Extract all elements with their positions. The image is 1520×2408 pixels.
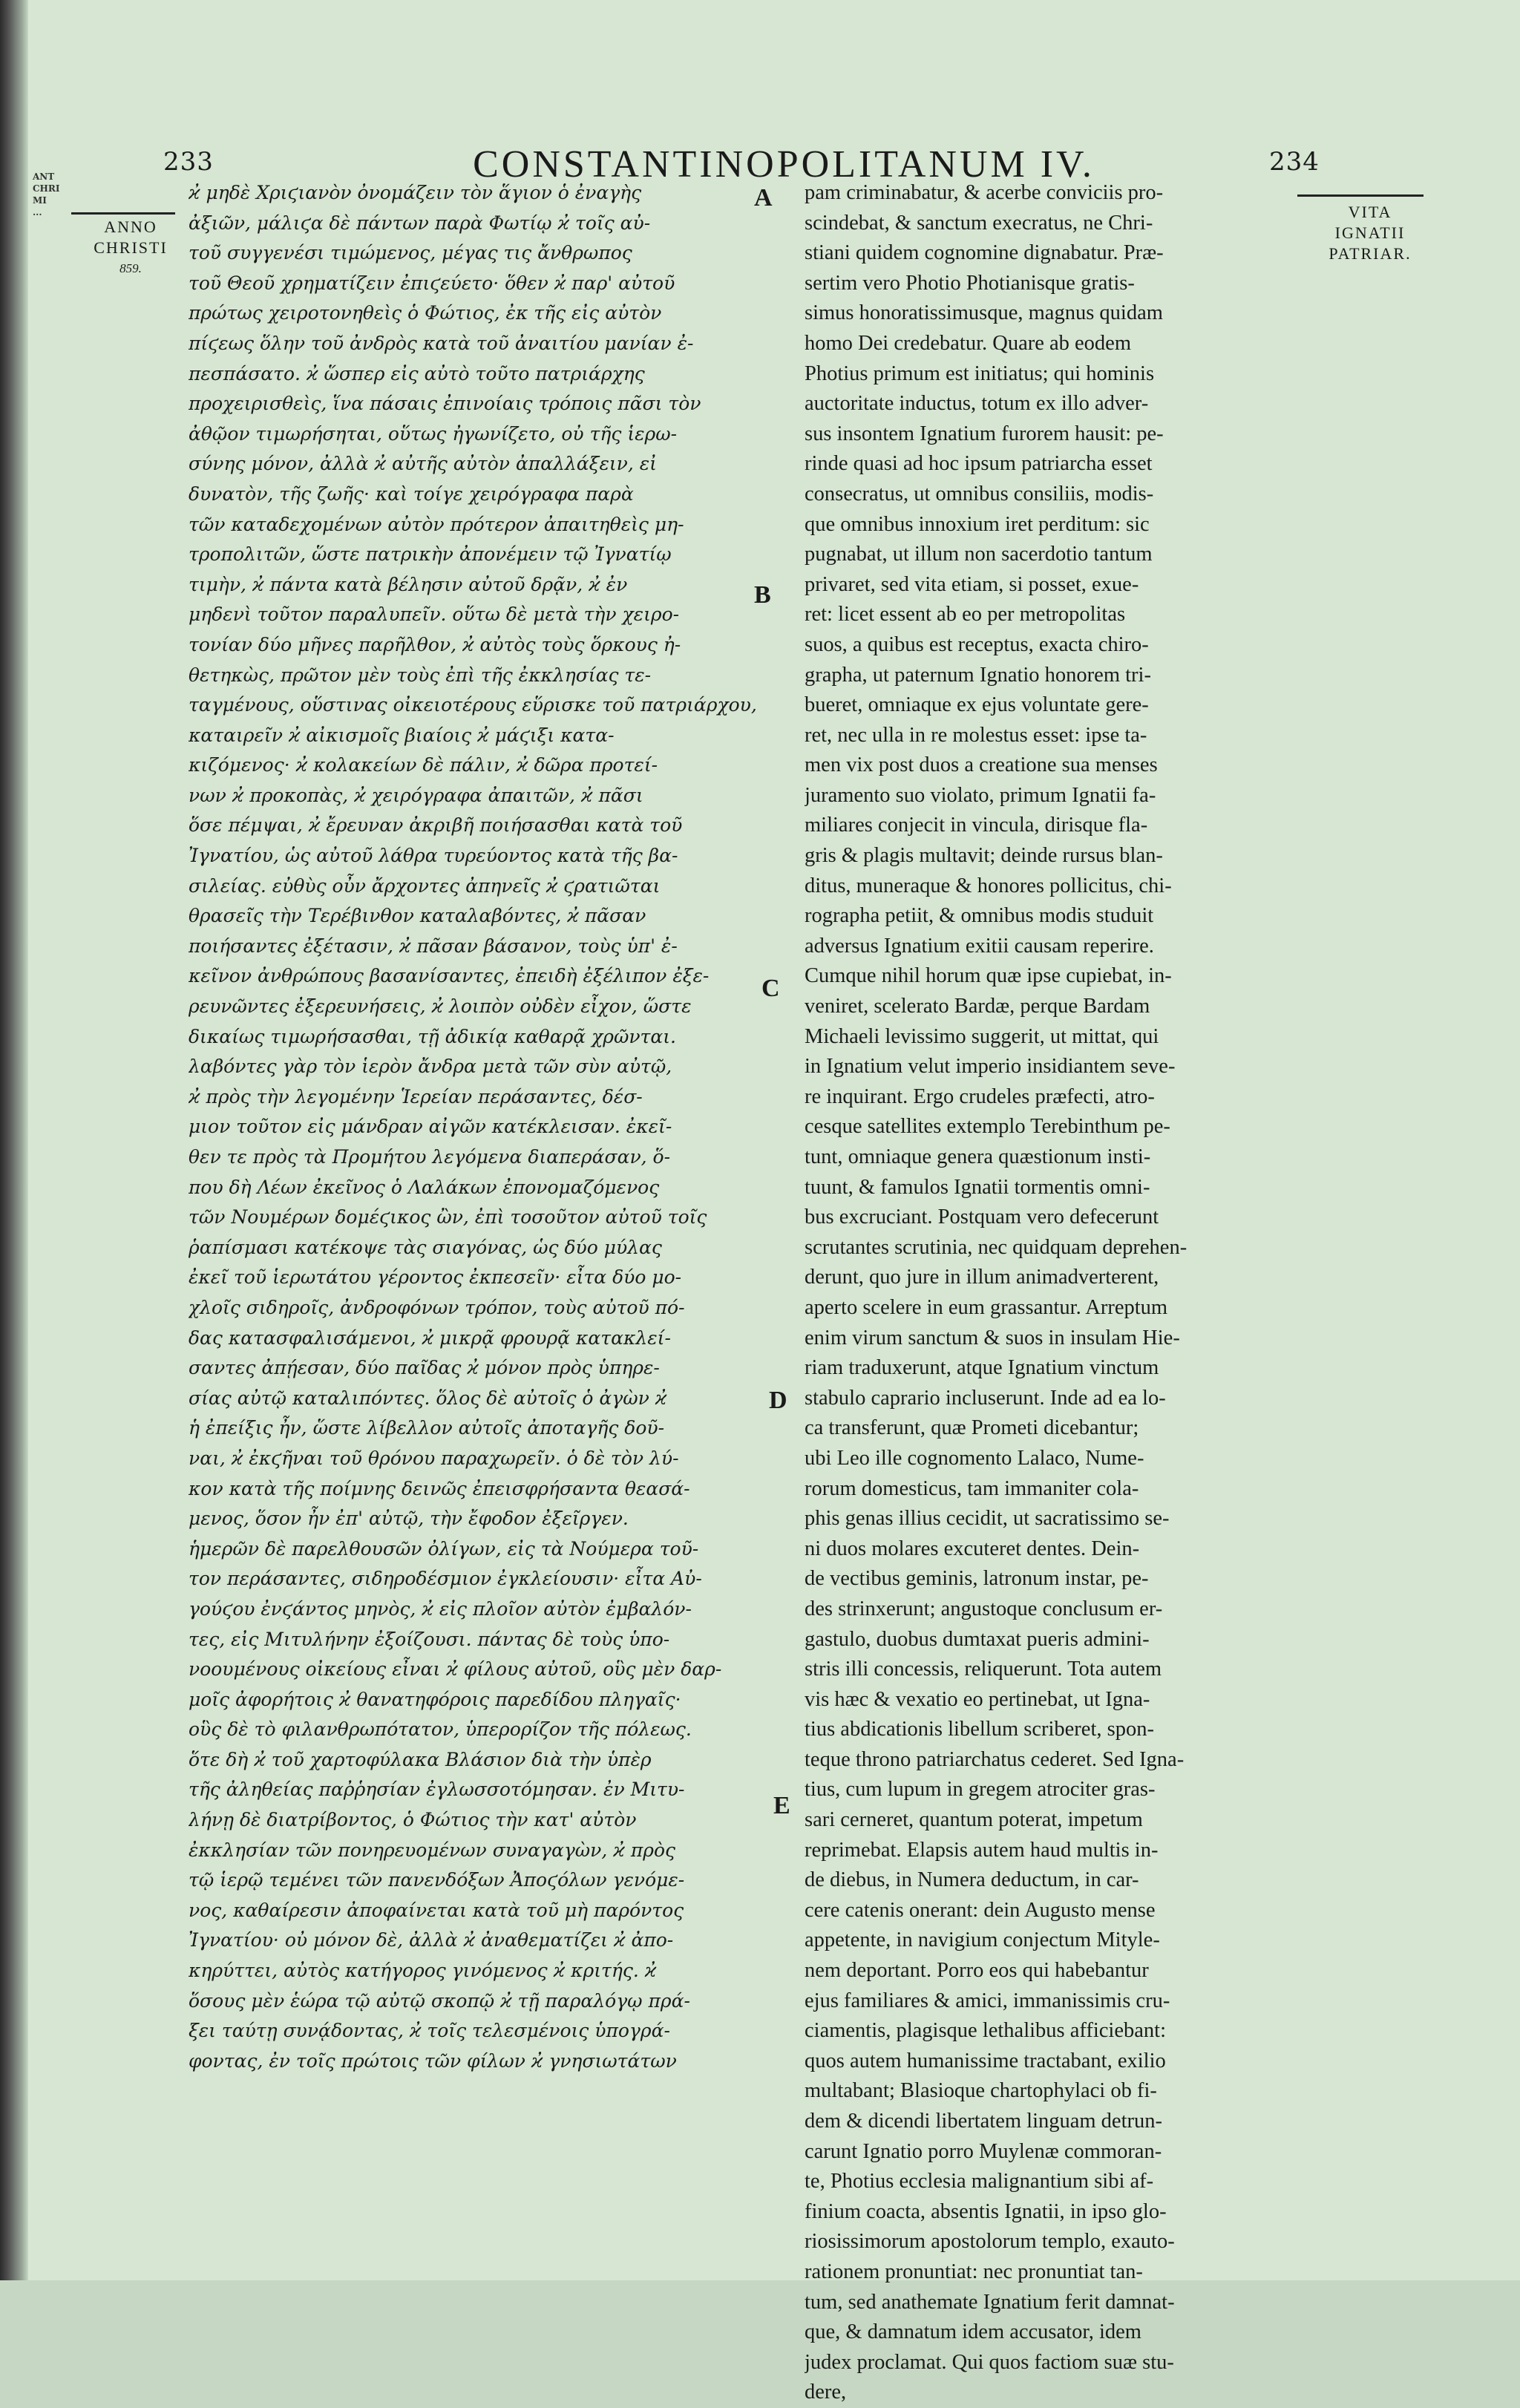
latin-text-line: enim virum sanctum & suos in insulam Hie- xyxy=(805,1326,1180,1349)
latin-text-line: multabant; Blasioque chartophylaci ob fi- xyxy=(805,2079,1157,2103)
latin-text-line: que omnibus innoxium iret perditum: sic xyxy=(805,512,1150,536)
latin-text-line: riosissimorum apostolorum templo, exauto- xyxy=(805,2230,1175,2254)
latin-text-line: sari cerneret, quantum poterat, impetum xyxy=(805,1808,1143,1832)
latin-text-line: consecratus, ut omnibus consiliis, modis- xyxy=(805,482,1154,506)
greek-text-line: νων ϰ̓ προκοπὰς, ϰ̓ χειρόγραφα ἀπαιτῶν, ϰ̓ πᾶσι xyxy=(189,784,643,806)
greek-text-line: κιζόμενος· ϰ̓ κολακείων δὲ πάλιν, ϰ̓ δῶρα προτεί- xyxy=(189,754,658,776)
greek-text-line: που δὴ Λέων ἐκεῖνος ὁ Λαλάκων ἐπονομαζόμενος xyxy=(189,1176,660,1198)
greek-text-line: ϰ̓ μηδὲ Χριϛιανὸν ὀνομάζειν τὸν ἅγιον ὁ ἐναγὴς xyxy=(189,182,642,203)
latin-text-line: phis genas illius cecidit, ut sacratissimo se- xyxy=(805,1507,1170,1531)
latin-text-line: quos autem humanissime tractabant, exilio xyxy=(805,2049,1166,2072)
greek-text-line: τοῦ Θεοῦ χρηματίζειν ἐπιϛεύετο· ὅθεν ϰ̓ παρ' αὐτοῦ xyxy=(189,272,675,294)
section-letter-d: D xyxy=(769,1387,787,1414)
latin-text-line: scrutantes scrutinia, nec quidquam deprehen- xyxy=(805,1235,1188,1259)
latin-text-line: juramento suo violato, primum Ignatii fa- xyxy=(805,783,1156,807)
latin-text-line: judex proclamat. Qui quos factiom suæ stu- xyxy=(805,2350,1174,2374)
latin-text-line: gastulo, duobus dumtaxat pueris admini- xyxy=(805,1627,1150,1651)
latin-text-line: ditus, muneraque & honores pollicitus, chi- xyxy=(805,874,1172,897)
latin-text-line: tius abdicationis libellum scriberet, spon- xyxy=(805,1718,1154,1741)
latin-text-line: ca transferunt, quæ Prometi dicebantur; xyxy=(805,1416,1139,1440)
latin-text-line: finium coacta, absentis Ignatii, in ipso glo- xyxy=(805,2199,1167,2223)
latin-text-line: de vectibus geminis, latronum instar, pe- xyxy=(805,1567,1149,1591)
latin-text-line: cere catenis onerant: dein Augusto mense xyxy=(805,1898,1156,1922)
greek-text-line: ἀθῷον τιμωρήσηται, οὕτως ἠγωνίζετο, οὐ τῆς ἱερω- xyxy=(189,422,678,445)
greek-text-line: προχειρισθεὶς, ἵνα πάσαις ἐπινοίαις τρόποις πᾶσι τὸν xyxy=(189,393,701,415)
latin-text-line: privaret, sed vita etiam, si posset, exue- xyxy=(805,572,1139,596)
christi-label: CHRISTI xyxy=(94,238,168,257)
latin-text-line: rographa petiit, & omnibus modis studuit xyxy=(805,904,1154,928)
anno-label: ANNO xyxy=(104,217,157,236)
latin-text-line: sertim vero Photio Photianisque gratis- xyxy=(805,271,1135,295)
greek-text-line: μενος, ὅσον ἦν ἐπ' αὐτῷ, τὴν ἔφοδον ἐξεῖργεν. xyxy=(189,1508,629,1530)
binding-edge xyxy=(0,0,28,2280)
greek-text-line: ῥαπίσμασι κατέκοψε τὰς σιαγόνας, ὡς δύο μύλας xyxy=(189,1236,662,1258)
greek-text-line: ἡ ἐπείξις ἦν, ὥστε λίβελλον αὐτοῖς ἀποταγῆς δοῦ- xyxy=(189,1417,665,1439)
latin-text-line: riam traduxerunt, atque Ignatium vinctum xyxy=(805,1356,1159,1380)
latin-text-line: reprimebat. Elapsis autem haud multis in- xyxy=(805,1838,1159,1862)
greek-text-line: τοῦ συγγενέσι τιμώμενος, μέγας τις ἄνθρωπος xyxy=(189,242,632,264)
greek-text-line: σαντες ἀπῄεσαν, δύο παῖδας ϰ̓ μόνον πρὸς ὑπηρε- xyxy=(189,1357,660,1379)
greek-text-line: δυνατὸν, τῆς ζωῆς· καὶ τοίγε χειρόγραφα παρὰ xyxy=(189,482,634,505)
latin-text-line: carunt Ignatio porro Muylenæ commoran- xyxy=(805,2139,1162,2163)
ignatii-label: IGNATII xyxy=(1334,223,1406,242)
latin-text-line: bueret, omniaque ex ejus voluntate gere- xyxy=(805,693,1149,717)
greek-text-line: σίας αὐτῷ καταλιπόντες. ὅλος δὲ αὐτοῖς ὁ ἀγὼν ϰ̓ xyxy=(189,1387,667,1409)
greek-text-column xyxy=(189,178,784,2076)
latin-text-line: appetente, in navigium conjectum Mityle- xyxy=(805,1928,1160,1952)
greek-text-line: μοῖς ἀφορήτοις ϰ̓ θανατηφόροις παρεδίδου πληγαῖς· xyxy=(189,1688,681,1710)
latin-text-line: stiani quidem cognomine dignabatur. Præ- xyxy=(805,241,1164,265)
latin-text-line: miliares conjecit in vincula, dirisque fla- xyxy=(805,814,1148,837)
latin-text-line: ret: licet essent ab eo per metropolitas xyxy=(805,603,1126,626)
latin-text-line: pam criminabatur, & acerbe conviciis pro- xyxy=(805,181,1164,204)
latin-text-line: rorum domesticus, tam immaniter cola- xyxy=(805,1476,1139,1500)
page-number-right: 234 xyxy=(1269,147,1320,177)
latin-text-line: suos, a quibus est receptus, exacta chiro- xyxy=(805,632,1149,656)
latin-text-line: ni duos molares excuteret dentes. Dein- xyxy=(805,1537,1140,1560)
latin-text-line: de diebus, in Numera deductum, in car- xyxy=(805,1868,1139,1892)
year-label: 859. xyxy=(119,261,142,275)
greek-text-line: κηρύττει, αὐτὸς κατήγορος γινόμενος ϰ̓ κριτής. ϰ̓ xyxy=(189,1960,657,1982)
latin-text-line: ciamentis, plagisque lethalibus afficiebant: xyxy=(805,2019,1166,2043)
section-letter-b: B xyxy=(754,581,771,609)
section-letter-c: C xyxy=(761,975,780,1002)
greek-text-line: θεν τε πρὸς τὰ Προμήτου λεγόμενα διαπεράσαν, ὅ- xyxy=(189,1146,671,1168)
latin-text-line: ubi Leo ille cognomento Lalaco, Nume- xyxy=(805,1446,1144,1470)
greek-text-line: γούϛου ἐνϛάντος μηνὸς, ϰ̓ εἰς πλοῖον αὐτὸν ἐμβαλόν- xyxy=(189,1597,692,1620)
greek-text-line: ὅτε δὴ ϰ̓ τοῦ χαρτοφύλακα Βλάσιον διὰ τὴν ὑπὲρ xyxy=(189,1748,652,1770)
greek-text-line: θρασεῖς τὴν Τερέβινθον καταλαβόντες, ϰ̓ πᾶσαν xyxy=(189,905,646,927)
greek-text-line: χλοῖς σιδηροῖς, ἀνδροφόνων τρόπον, τοὺς αὐτοῦ πό- xyxy=(189,1296,685,1318)
greek-text-line: τροπολιτῶν, ὥστε πατρικὴν ἀπονέμειν τῷ Ἰγνατίῳ xyxy=(189,543,672,566)
latin-text-line: scindebat, & sanctum execratus, ne Chri- xyxy=(805,211,1153,235)
latin-text-line: cesque satellites extemplo Terebinthum pe- xyxy=(805,1115,1170,1139)
running-title: CONSTANTINOPOLITANUM IV. xyxy=(473,143,1095,186)
left-margin-rule xyxy=(71,212,175,215)
greek-text-line: μιον τοῦτον εἰς μάνδραν αἰγῶν κατέκλεισαν. ἐκεῖ- xyxy=(189,1116,672,1138)
greek-text-line: τῶν καταδεχομένων αὐτὸν πρότερον ἀπαιτηθεὶς μη- xyxy=(189,513,684,535)
latin-text-line: pugnabat, ut illum non sacerdotio tantum xyxy=(805,543,1153,566)
greek-text-line: λαβόντες γὰρ τὸν ἱερὸν ἄνδρα μετὰ τῶν σὺν αὐτῷ, xyxy=(189,1056,672,1078)
greek-text-line: τον περάσαντες, σιδηροδέσμιον ἐγκλείουσιν· εἶτα Αὐ- xyxy=(189,1568,702,1590)
latin-text-line: des strinxerunt; angustoque conclusum er- xyxy=(805,1597,1163,1620)
greek-text-line: τῷ ἱερῷ τεμένει τῶν πανενδόξων Ἀποϛόλων γενόμε- xyxy=(189,1869,685,1891)
latin-text-line: te, Photius ecclesia malignantium sibi af- xyxy=(805,2170,1154,2193)
greek-text-line: ξει ταύτῃ συνᾴδοντας, ϰ̓ τοῖς τελεσμένοις ὑπογρά- xyxy=(189,2020,670,2042)
latin-text-line: aperto scelere in eum grassantur. Arreptum xyxy=(805,1295,1168,1319)
latin-text-line: rinde quasi ad hoc ipsum patriarcha esset xyxy=(805,452,1153,476)
latin-text-line: gris & plagis multavit; deinde rursus blan- xyxy=(805,844,1163,868)
latin-text-line: homo Dei credebatur. Quare ab eodem xyxy=(805,331,1131,355)
latin-text-line: bus excruciant. Postquam vero defecerunt xyxy=(805,1205,1159,1229)
anno-christi-note xyxy=(89,217,172,279)
book-page xyxy=(28,0,1520,2404)
greek-text-line: Ἰγνατίου, ὡς αὐτοῦ λάθρα τυρεύοντος κατὰ τῆς βα- xyxy=(189,845,678,867)
greek-text-line: ταγμένους, οὕστινας οἰκειοτέρους εὕρισκε τοῦ πατριάρχου, xyxy=(189,694,757,716)
greek-text-line: ἐκκλησίαν τῶν πονηρευομένων συναγαγὼν, ϰ̓ πρὸς xyxy=(189,1839,675,1861)
greek-text-line: Ἰγνατίου· οὐ μόνον δὲ, ἀλλὰ ϰ̓ ἀναθεματίζει ϰ̓ ἀπο- xyxy=(189,1929,674,1951)
greek-text-line: σύνης μόνον, ἀλλὰ ϰ̓ αὐτῆς αὐτὸν ἀπαλλάξειν, εἰ xyxy=(189,453,657,475)
latin-text-line: stris illi concessis, reliquerunt. Tota autem xyxy=(805,1658,1162,1681)
latin-text-line: sus insontem Ignatium furorem hausit: pe- xyxy=(805,422,1164,445)
greek-text-line: νος, καθαίρεσιν ἀποφαίνεται κατὰ τοῦ μὴ παρόντος xyxy=(189,1899,684,1921)
greek-text-line: ὅσε πέμψαι, ϰ̓ ἔρευναν ἀκριβῆ ποιήσασθαι κατὰ τοῦ xyxy=(189,814,683,837)
latin-text-line: dem & dicendi libertatem linguam detrun- xyxy=(805,2110,1162,2133)
latin-text-line: tunt, omniaque genera quæstionum insti- xyxy=(805,1145,1151,1168)
latin-text-line: simus honoratissimusque, magnus quidam xyxy=(805,301,1163,325)
latin-text-line: veniret, scelerato Bardæ, perque Bardam xyxy=(805,995,1150,1018)
greek-text-line: λήνῃ δὲ διατρίβοντος, ὁ Φώτιος τὴν κατ' αὐτὸν xyxy=(189,1809,637,1831)
greek-text-line: μηδενὶ τοῦτον παραλυπεῖν. οὕτω δὲ μετὰ τὴν χειρο- xyxy=(189,603,680,626)
greek-text-line: τῶν Νουμέρων δομέϛικος ὢν, ἐπὶ τοσοῦτον αὐτοῦ τοῖς xyxy=(189,1206,707,1228)
greek-text-line: ποιήσαντες ἐξέτασιν, ϰ̓ πᾶσαν βάσανον, τοὺς ὑπ' ἐ- xyxy=(189,935,678,957)
page-number-left: 233 xyxy=(163,147,214,177)
greek-text-line: πίϛεως ὅλην τοῦ ἀνδρὸς κατὰ τοῦ ἀναιτίου μανίαν ἐ- xyxy=(189,332,694,354)
vita-label: VITA xyxy=(1348,203,1392,221)
latin-text-line: in Ignatium velut imperio insidiantem seve- xyxy=(805,1055,1176,1079)
greek-text-line: τονίαν δύο μῆνες παρῆλθον, ϰ̓ αὐτὸς τοὺς ὅρκους ἠ- xyxy=(189,633,681,655)
latin-text-line: men vix post duos a creatione sua menses xyxy=(805,753,1158,777)
greek-text-line: καταιρεῖν ϰ̓ αἰκισμοῖς βιαίοις ϰ̓ μάϛιξι κατα- xyxy=(189,724,615,746)
greek-text-line: πεσπάσατο. ϰ̓ ὥσπερ εἰς αὐτὸ τοῦτο πατριάρχης xyxy=(189,362,645,385)
greek-text-line: ρευνῶντες ἐξερευνήσεις, ϰ̓ λοιπὸν οὐδὲν εἶχον, ὥστε xyxy=(189,995,692,1018)
greek-text-line: δικαίως τιμωρήσασθαι, τῇ ἀδικίᾳ καθαρᾷ χρῶνται. xyxy=(189,1025,676,1047)
latin-text-line: Cumque nihil horum quæ ipse cupiebat, in- xyxy=(805,964,1172,988)
greek-text-line: σιλείας. εὐθὺς οὖν ἄρχοντες ἀπηνεῖς ϰ̓ ϛρατιῶται xyxy=(189,874,661,897)
latin-text-line: grapha, ut paternum Ignatio honorem tri- xyxy=(805,663,1151,687)
latin-text-line: tius, cum lupum in gregem atrociter gras- xyxy=(805,1778,1156,1802)
greek-text-line: ἡμερῶν δὲ παρελθουσῶν ὀλίγων, εἰς τὰ Νούμερα τοῦ- xyxy=(189,1537,699,1560)
latin-text-line: rationem pronuntiat: nec pronuntiat tan- xyxy=(805,2260,1143,2283)
latin-text-column xyxy=(805,178,1357,2408)
greek-text-line: κον κατὰ τῆς ποίμνης δεινῶς ἐπεισφρήσαντα θεασά- xyxy=(189,1477,690,1499)
greek-text-line: τῆς ἀληθείας παῤῥησίαν ἐγλωσσοτόμησαν. ἐν Μιτυ- xyxy=(189,1779,685,1801)
greek-text-line: οὓς δὲ τὸ φιλανθρωπότατον, ὑπερορίζον τῆς πόλεως. xyxy=(189,1718,692,1741)
latin-text-line: ejus familiares & amici, immanissimis cru- xyxy=(805,1989,1170,2012)
latin-text-line: Michaeli levissimo suggerit, ut mittat, qui xyxy=(805,1024,1159,1048)
greek-text-line: δας κατασφαλισάμενοι, ϰ̓ μικρᾷ φρουρᾷ κατακλεί- xyxy=(189,1326,671,1349)
latin-text-line: vis hæc & vexatio eo pertinebat, ut Igna- xyxy=(805,1687,1150,1711)
greek-text-line: νοουμένους οἰκείους εἶναι ϰ̓ φίλους αὐτοῦ, οὓς μὲν δαρ- xyxy=(189,1658,722,1681)
patriar-label: PATRIAR. xyxy=(1329,244,1412,263)
greek-text-line: τες, εἰς Μιτυλήνην ἐξοίζουσι. πάντας δὲ τοὺς ὑπο- xyxy=(189,1628,670,1650)
latin-text-line: stabulo caprario incluserunt. Inde ad ea lo- xyxy=(805,1386,1166,1410)
latin-text-line: dere, xyxy=(805,2381,847,2404)
latin-text-line: auctoritate inductus, totum ex illo adver- xyxy=(805,392,1149,416)
section-letter-e: E xyxy=(773,1792,790,1819)
latin-text-line: derunt, quo jure in illum animadverterent, xyxy=(805,1266,1159,1289)
latin-text-line: Photius primum est initiatus; qui hominis xyxy=(805,361,1155,385)
cut-margin-fragment: ANT CHRI MI ... xyxy=(33,171,60,217)
latin-text-line: adversus Ignatium exitii causam reperire. xyxy=(805,934,1154,958)
greek-text-line: ϰ̓ πρὸς τὴν λεγομένην Ἱερείαν περάσαντες, δέσ- xyxy=(189,1085,643,1108)
greek-text-line: ἀξιῶν, μάλιϛα δὲ πάντων παρὰ Φωτίῳ ϰ̓ τοῖς αὐ- xyxy=(189,212,651,234)
greek-text-line: τιμὴν, ϰ̓ πάντα κατὰ βέλησιν αὐτοῦ δρᾷν, ϰ̓ ἐν xyxy=(189,573,628,595)
latin-text-line: nem deportant. Porro eos qui habebantur xyxy=(805,1959,1149,1983)
latin-text-line: re inquirant. Ergo crudeles præfecti, atro- xyxy=(805,1084,1155,1108)
section-letter-a: A xyxy=(754,184,773,212)
latin-text-line: que, & damnatum idem accusator, idem xyxy=(805,2320,1141,2344)
latin-text-line: ret, nec ulla in re molestus esset: ipse ta- xyxy=(805,723,1147,747)
greek-text-line: κεῖνον ἀνθρώπους βασανίσαντες, ἐπειδὴ ἐξέλιπον ἐξε- xyxy=(189,965,710,987)
greek-text-line: πρώτως χειροτονηθεὶς ὁ Φώτιος, ἐκ τῆς εἰς αὐτὸν xyxy=(189,302,662,324)
greek-text-line: θετηκὼς, πρῶτον μὲν τοὺς ἐπὶ τῆς ἐκκλησίας τε- xyxy=(189,664,652,686)
greek-text-line: ἐκεῖ τοῦ ἱερωτάτου γέροντος ἐκπεσεῖν· εἶτα δύο μο- xyxy=(189,1266,682,1289)
latin-text-line: tum, sed anathemate Ignatium ferit damnat- xyxy=(805,2290,1175,2314)
latin-text-line: teque throno patriarchatus cederet. Sed Igna- xyxy=(805,1747,1185,1771)
greek-text-line: ναι, ϰ̓ ἐκϛῆναι τοῦ θρόνου παραχωρεῖν. ὁ δὲ τὸν λύ- xyxy=(189,1447,679,1469)
greek-text-line: φοντας, ἐν τοῖς πρώτοις τῶν φίλων ϰ̓ γνησιωτάτων xyxy=(189,2049,677,2072)
latin-text-line: tuunt, & famulos Ignatii tormentis omni- xyxy=(805,1175,1150,1199)
greek-text-line: ὅσους μὲν ἑώρα τῷ αὐτῷ σκοπῷ ϰ̓ τῇ παραλόγῳ πρά- xyxy=(189,1989,690,2012)
